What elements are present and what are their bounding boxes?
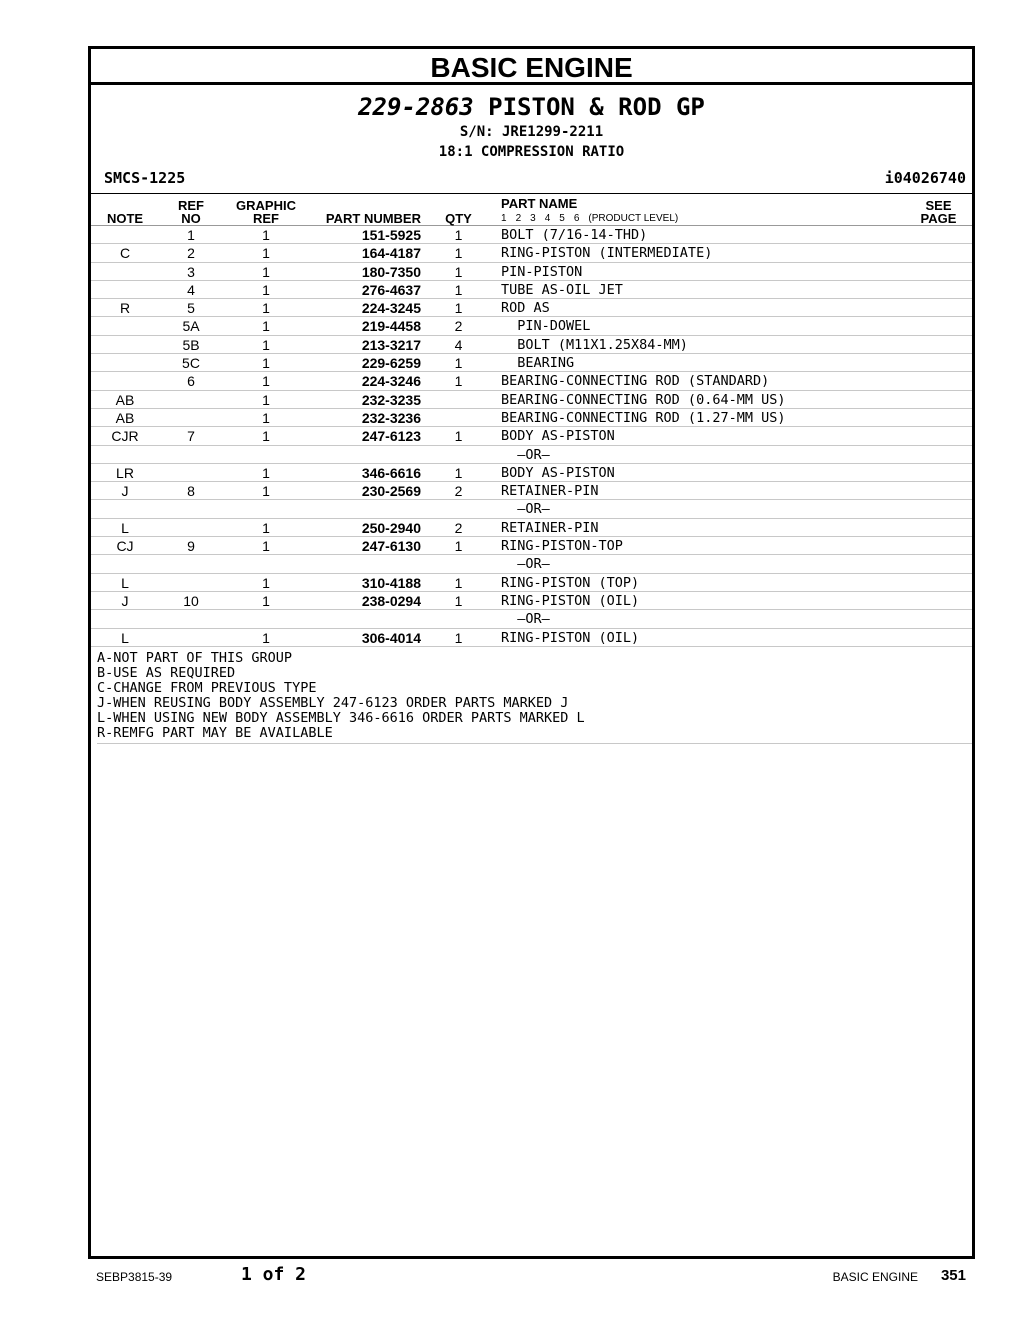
part-name-cell: BEARING-CONNECTING ROD (1.27-MM US) (501, 409, 786, 426)
part-number-cell[interactable]: 276-4637 (361, 281, 421, 298)
table-row (91, 500, 972, 518)
section-title: BASIC ENGINE (91, 49, 972, 85)
compression-ratio: 18:1 COMPRESSION RATIO (438, 144, 625, 160)
note-cell: J (121, 483, 129, 500)
qty-cell: 1 (454, 464, 463, 481)
ref-no-cell: 5A (182, 318, 200, 335)
note-cell: CJ (116, 538, 134, 555)
note-line: L-WHEN USING NEW BODY ASSEMBLY 346-6616 ORDER PARTS MARKED L (97, 710, 585, 726)
qty-cell: 1 (454, 574, 463, 591)
note-cell: CJR (111, 428, 139, 445)
table-row (91, 592, 972, 610)
part-number-cell[interactable]: 238-0294 (361, 592, 421, 609)
group-title (91, 93, 972, 121)
part-name-cell: PIN-PISTON (501, 263, 583, 280)
qty-cell: 1 (454, 281, 463, 298)
note-cell: L (121, 629, 129, 646)
table-row (91, 574, 972, 592)
graphic-ref-cell: 1 (262, 629, 270, 646)
part-number-cell[interactable]: 164-4187 (361, 245, 421, 262)
table-row (91, 446, 972, 464)
note-cell: L (121, 574, 129, 591)
graphic-ref-cell: 1 (262, 318, 270, 335)
part-name-cell: RING-PISTON (INTERMEDIATE) (501, 245, 713, 262)
group-part-number[interactable]: 229-2863 (358, 93, 474, 121)
part-number-cell[interactable]: 151-5925 (361, 227, 421, 243)
note-cell: AB (115, 391, 135, 408)
ref-no-cell: 5 (187, 300, 195, 317)
graphic-ref-cell: 1 (262, 300, 270, 317)
part-number-cell[interactable]: 229-6259 (361, 355, 421, 372)
qty-cell: 1 (454, 227, 463, 243)
graphic-ref-cell: 1 (262, 538, 270, 555)
part-number-cell[interactable]: 219-4458 (361, 318, 421, 335)
graphic-ref-cell: 1 (262, 355, 270, 372)
header-ref-2: NO (181, 211, 201, 226)
table-row (91, 281, 972, 299)
part-number-cell[interactable]: 232-3236 (361, 409, 421, 426)
table-row (91, 464, 972, 482)
part-name-cell: RING-PISTON (OIL) (501, 629, 640, 646)
header-part-number: PART NUMBER (325, 211, 421, 226)
ref-no-cell: 4 (187, 281, 195, 298)
qty-cell: 1 (454, 629, 463, 646)
header-ref-1: REF (178, 198, 204, 213)
table-row (91, 610, 972, 628)
part-name-cell: BOLT (M11X1.25X84-MM) (501, 336, 688, 353)
qty-cell: 1 (454, 245, 463, 262)
ref-no-cell: 3 (187, 263, 195, 280)
parts-table (91, 226, 972, 647)
page-footer (0, 1264, 1020, 1294)
product-levels: 1 2 3 4 5 6 (PRODUCT LEVEL) (501, 213, 679, 224)
graphic-ref-cell: 1 (262, 263, 270, 280)
part-name-cell: —OR— (501, 446, 550, 463)
qty-cell: 4 (454, 336, 463, 353)
part-name-cell: —OR— (501, 611, 550, 628)
ref-no-cell: 1 (187, 227, 195, 243)
notes-list (97, 651, 972, 744)
table-row (91, 629, 972, 647)
ref-no-cell: 5B (182, 336, 200, 353)
table-row (91, 482, 972, 500)
graphic-ref-cell: 1 (262, 519, 270, 536)
graphic-ref-cell: 1 (262, 281, 270, 298)
part-number-cell[interactable]: 230-2569 (361, 483, 421, 500)
header-graphic-2: REF (253, 211, 279, 226)
header-qty: QTY (445, 211, 472, 226)
qty-cell: 1 (454, 300, 463, 317)
ref-no-cell: 8 (187, 483, 195, 500)
note-line: J-WHEN REUSING BODY ASSEMBLY 247-6123 ORDER PARTS MARKED J (97, 695, 569, 711)
note-line: B-USE AS REQUIRED (97, 665, 236, 681)
header-see-1: SEE (925, 198, 952, 213)
part-name-cell: ROD AS (501, 300, 550, 317)
table-row (91, 427, 972, 445)
graphic-ref-cell: 1 (262, 592, 270, 609)
note-cell: L (121, 519, 129, 536)
note-line: A-NOT PART OF THIS GROUP (97, 650, 293, 666)
graphic-ref-cell: 1 (262, 483, 270, 500)
graphic-ref-cell: 1 (262, 227, 270, 243)
ref-no-cell: 5C (182, 355, 200, 372)
graphic-ref-cell: 1 (262, 391, 270, 408)
table-row (91, 519, 972, 537)
smcs-code: SMCS-1225 (104, 169, 186, 187)
table-row (91, 299, 972, 317)
part-number-cell[interactable]: 306-4014 (361, 629, 421, 646)
column-headers (91, 193, 972, 226)
part-name-cell: BODY AS-PISTON (501, 464, 615, 481)
part-name-cell: RING-PISTON-TOP (501, 538, 623, 555)
part-number-cell[interactable]: 224-3245 (361, 300, 421, 317)
header-part-name: PART NAME (501, 196, 578, 211)
part-name-cell: PIN-DOWEL (501, 318, 591, 335)
illustration-number: i04026740 (884, 169, 966, 187)
part-number-cell[interactable]: 180-7350 (361, 263, 421, 280)
part-number-cell[interactable]: 232-3235 (361, 391, 421, 408)
part-name-cell: BODY AS-PISTON (501, 428, 615, 445)
graphic-ref-cell: 1 (262, 574, 270, 591)
header-graphic-1: GRAPHIC (236, 198, 296, 213)
graphic-ref-cell: 1 (262, 409, 270, 426)
document-id: SEBP3815-39 (96, 1270, 173, 1284)
table-row (91, 537, 972, 555)
page-of: 1 of 2 (241, 1264, 307, 1285)
qty-cell: 1 (454, 263, 463, 280)
graphic-ref-cell: 1 (262, 373, 270, 390)
part-number-cell[interactable]: 250-2940 (361, 519, 421, 536)
part-name-cell: BEARING-CONNECTING ROD (0.64-MM US) (501, 391, 786, 408)
part-name-cell: RETAINER-PIN (501, 483, 599, 500)
qty-cell: 1 (454, 428, 463, 445)
footer-section: BASIC ENGINE (832, 1270, 918, 1284)
part-name-cell: —OR— (501, 501, 550, 518)
note-cell: LR (116, 464, 134, 481)
part-name-cell: RETAINER-PIN (501, 519, 599, 536)
qty-cell: 1 (454, 373, 463, 390)
serial-number: S/N: JRE1299-2211 (459, 124, 604, 140)
ref-no-cell: 9 (187, 538, 195, 555)
note-cell: J (121, 592, 129, 609)
part-number-cell[interactable]: 213-3217 (361, 336, 421, 353)
part-name-cell: TUBE AS-OIL JET (501, 281, 623, 298)
header-note: NOTE (106, 211, 144, 226)
graphic-ref-cell: 1 (262, 464, 270, 481)
qty-cell: 2 (454, 318, 463, 335)
part-number-cell[interactable]: 224-3246 (361, 373, 421, 390)
table-row (91, 244, 972, 262)
note-cell: R (119, 300, 131, 317)
table-row (91, 336, 972, 354)
ref-no-cell: 2 (187, 245, 195, 262)
part-number-cell[interactable]: 247-6130 (361, 538, 421, 555)
table-row (91, 409, 972, 427)
part-number-cell[interactable]: 247-6123 (361, 428, 421, 445)
table-row (91, 555, 972, 573)
qty-cell: 1 (454, 592, 463, 609)
ref-no-cell: 7 (187, 428, 195, 445)
note-line: R-REMFG PART MAY BE AVAILABLE (97, 725, 333, 741)
ref-no-cell: 10 (183, 592, 199, 609)
note-cell: C (119, 245, 131, 262)
table-row (91, 317, 972, 335)
graphic-ref-cell: 1 (262, 428, 270, 445)
ref-no-cell: 6 (187, 373, 195, 390)
qty-cell: 1 (454, 355, 463, 372)
part-name-cell: RING-PISTON (OIL) (501, 592, 640, 609)
page-number: 351 (940, 1267, 966, 1284)
table-row (91, 372, 972, 390)
table-row (91, 263, 972, 281)
part-name-cell: BOLT (7/16-14-THD) (501, 227, 648, 243)
table-row (91, 354, 972, 372)
group-name: PISTON & ROD GP (488, 93, 705, 121)
header-see-2: PAGE (920, 211, 957, 226)
part-name-cell: BEARING-CONNECTING ROD (STANDARD) (501, 373, 770, 390)
graphic-ref-cell: 1 (262, 336, 270, 353)
qty-cell: 1 (454, 538, 463, 555)
note-cell: AB (115, 409, 135, 426)
qty-cell: 2 (454, 519, 463, 536)
parts-page-frame (88, 46, 975, 1259)
note-line: C-CHANGE FROM PREVIOUS TYPE (97, 680, 317, 696)
table-row (91, 391, 972, 409)
part-number-cell[interactable]: 346-6616 (361, 464, 421, 481)
part-name-cell: —OR— (501, 556, 550, 573)
part-name-cell: RING-PISTON (TOP) (501, 574, 640, 591)
part-number-cell[interactable]: 310-4188 (361, 574, 421, 591)
table-row (91, 226, 972, 244)
qty-cell: 2 (454, 483, 463, 500)
graphic-ref-cell: 1 (262, 245, 270, 262)
part-name-cell: BEARING (501, 355, 575, 372)
